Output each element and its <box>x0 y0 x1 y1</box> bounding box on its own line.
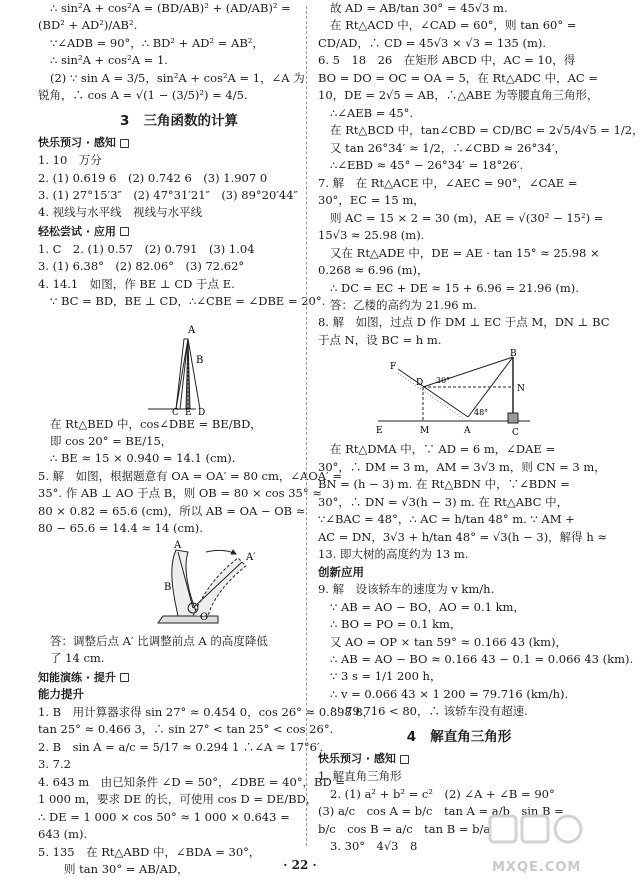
text-line: ∴ sin²A + cos²A = 1. <box>50 53 168 68</box>
text-line: tan 25° ≈ 0.466 3，∴ sin 27° < tan 25° < cos 26°. <box>38 722 334 737</box>
text-line: 6. 5 18 26 在矩形 ABCD 中，AC = 10，得 <box>318 53 576 68</box>
text-line: 1 000 m，要求 DE 的长，可使用 cos D = DE/BD， <box>38 792 318 807</box>
fig2-label: A <box>174 539 182 551</box>
section-title-text: 三角函数的计算 <box>143 112 238 129</box>
text-line: ∵∠BAC = 48°，∴ AC = h/tan 48° m. ∵ AM + <box>318 512 575 527</box>
text-line: 10，DE = 2√5 = AB，∴△ABE 为等腰直角三角形， <box>318 88 599 103</box>
text-line: ∵ 79.716 < 80，∴ 该轿车没有超速. <box>330 704 528 719</box>
text-line: 7. 解 在 Rt△ACE 中，∠AEC = 90°，∠CAE = <box>318 175 578 190</box>
fig1-label: C <box>172 407 179 418</box>
text-line: BO = DO = OC = OA = 5，在 Rt△ADC 中，AC = <box>318 70 598 85</box>
square-icon <box>120 673 129 682</box>
fig3-label: N <box>517 384 525 395</box>
text-line: 80 − 65.6 = 14.4 ≈ 14 (cm). <box>38 521 203 536</box>
fig3-label: B <box>510 349 517 360</box>
text-line: 8. 解 如图，过点 D 作 DM ⊥ EC 于点 M，DN ⊥ BC <box>318 315 610 330</box>
text-line: 答：调整后点 A′ 比调整前点 A 的高度降低 <box>50 633 268 648</box>
text-line: 4. 视线与水平线 视线与水平线 <box>38 205 203 220</box>
text-line: 3. (1) 6.38° (2) 82.06° (3) 72.62° <box>38 259 245 274</box>
figure-seat-adjust <box>38 538 320 633</box>
text-line: 5. 解 如图，根据题意有 OA = OA′ = 80 cm，∠AOA′ = <box>38 468 342 483</box>
column-divider <box>306 6 307 846</box>
text-line: (3) a/c cos A = b/c tan A = a/b sin B = <box>318 804 564 819</box>
text-line: 2. (1) a² + b² = c² (2) ∠A + ∠B = 90° <box>330 786 555 801</box>
section-number: 3 <box>120 112 130 129</box>
text-line: 即 cos 20° = BE/15， <box>50 433 173 448</box>
text-line: 1. C 2. (1) 0.57 (2) 0.791 (3) 1.04 <box>38 241 255 256</box>
text-line: BN = (h − 3) m. 在 Rt△BDN 中，∵∠BDN = <box>318 477 570 492</box>
text-line: CD/AD，∴ CD = 45√3 × √3 = 135 (m). <box>318 35 546 50</box>
text-line: (BD² + AD²)/AB². <box>38 18 138 33</box>
text-line: 30°，∴ DM = 3 m，AM = 3√3 m，则 CN = 3 m， <box>318 459 606 474</box>
text-line: 15√3 ≈ 25.98 (m). <box>318 228 425 243</box>
square-icon <box>120 139 129 148</box>
subsection-bar <box>38 670 320 687</box>
text-line: 3. (1) 27°15′3″ (2) 47°31′21″ (3) 89°20′44″ <box>38 187 298 202</box>
text-line: 又 AO = OP × tan 59° ≈ 0.166 43 (km)， <box>330 634 568 649</box>
text-line: 1. B 用计算器求得 sin 27° ≈ 0.454 0，cos 26° ≈ 0.898 8， <box>38 704 375 719</box>
text-line: 2. B sin A = a/c = 5/17 ≈ 0.294 1 ∴∠A ≈ 17°6′. <box>38 739 324 754</box>
fig3-label: M <box>420 426 430 437</box>
text-line: ∴ BE ≈ 15 × 0.940 = 14.1 (cm). <box>50 451 236 466</box>
page-number: · 22 · <box>283 858 317 872</box>
fig1-label: B <box>196 354 204 366</box>
square-icon <box>120 227 129 236</box>
text-line: 答：乙楼的高约为 21.96 m. <box>330 297 477 312</box>
subsection-bar <box>318 751 600 768</box>
text-line: 13. 即大树的高度约为 13 m. <box>318 547 469 562</box>
text-line: 643 (m). <box>38 827 88 842</box>
subsection-label: 知能演练 · 提升 <box>38 670 116 684</box>
text-line: 在 Rt△ACD 中，∠CAD = 60°，则 tan 60° = <box>330 18 577 33</box>
subsection-label: 轻松尝试 · 应用 <box>38 224 116 238</box>
text-line: 了 14 cm. <box>50 651 105 666</box>
text-line: ∴ BO = PO = 0.1 km， <box>330 617 462 632</box>
fig3-label: F <box>390 362 397 373</box>
fig3-label: C <box>512 428 519 439</box>
text-line: ∴∠EBD ≈ 45° − 26°34′ = 18°26′. <box>330 158 524 173</box>
text-line: 锐角，∴ cos A = √(1 − (3/5)²) = 4/5. <box>38 88 248 103</box>
text-line: 3. 7.2 <box>38 757 71 772</box>
section-title <box>318 727 600 748</box>
text-line: 在 Rt△BED 中，cos∠DBE = BE/BD， <box>50 416 262 431</box>
text-line: 创新应用 <box>318 564 364 579</box>
section-title <box>38 111 320 132</box>
text-line: (2) ∵ sin A = 3/5，sin²A + cos²A = 1，∠A 为 <box>50 70 305 85</box>
fig3-label: 30° <box>436 376 451 386</box>
subsection-bar <box>38 135 320 152</box>
fig1-label: D <box>198 407 206 418</box>
right-column <box>318 0 644 853</box>
section-number: 4 <box>406 728 417 745</box>
fig3-label: E <box>376 426 383 437</box>
text-line: 能力提升 <box>38 687 84 702</box>
text-line: 0.268 ≈ 6.96 (m)， <box>318 263 429 278</box>
text-line: ∴ AB = AO − BO ≈ 0.166 43 − 0.1 = 0.066 43 (km). <box>330 652 634 666</box>
text-line: ∴ sin²A + cos²A = (BD/AB)² + (AD/AB)² = <box>50 1 291 15</box>
text-line: 35°. 作 AB ⊥ AO 于点 B，则 OB = 80 × cos 35° ≈ <box>38 486 322 501</box>
text-line: 5. 135 在 Rt△ABD 中，∠BDA = 30°， <box>38 844 261 859</box>
subsection-label: 快乐预习 · 感知 <box>318 752 396 766</box>
text-line: 30°，∴ DN = √3(h − 3) m. 在 Rt△ABC 中， <box>318 494 569 509</box>
text-line: ∴ v = 0.066 43 × 1 200 = 79.716 (km/h). <box>330 686 569 701</box>
text-line: 30°，EC = 15 m， <box>318 193 425 208</box>
text-line: 又 tan 26°34′ ≈ 1/2，∴∠CBD ≈ 26°34′， <box>330 140 566 155</box>
subsection-bar <box>38 224 320 241</box>
text-line: ∴∠AEB = 45°. <box>330 105 414 120</box>
text-line: 4. 14.1 如图，作 BE ⊥ CD 于点 E. <box>38 276 235 291</box>
text-line: ∵∠ADB = 90°，∴ BD² + AD² = AB²， <box>50 35 264 50</box>
text-line: 1. 10 万分 <box>38 153 102 168</box>
text-line: 1. 解直角三角形 <box>318 769 402 784</box>
text-line: ∵ AB = AO − BO，AO = 0.1 km， <box>330 599 525 614</box>
text-line: ∵ 3 s = 1/1 200 h， <box>330 669 442 684</box>
text-line: 9. 解 设该轿车的速度为 v km/h. <box>318 582 495 597</box>
figure-incline-ruler <box>38 311 320 416</box>
text-line: 在 Rt△DMA 中，∵ AD = 6 m，∠DAE = <box>330 442 556 457</box>
square-icon <box>400 755 409 764</box>
text-line: 4. 643 m 由已知条件 ∠D = 50°，∠DBE = 40°，BD = <box>38 774 345 789</box>
text-line: 在 Rt△BCD 中，tan∠CBD = CD/BC = 2√5/4√5 = 1/2， <box>330 123 644 138</box>
watermark-text: MXQE.COM <box>492 860 582 875</box>
fig2-label: B <box>164 581 172 593</box>
fig1-label: E <box>185 407 192 418</box>
text-line: ∵ BC = BD，BE ⊥ CD，∴∠CBE = ∠DBE = 20°. <box>50 294 326 309</box>
fig3-label: A <box>464 426 471 437</box>
text-line: ∴ DC = EC + DE ≈ 15 + 6.96 = 21.96 (m). <box>330 280 579 295</box>
text-line: 80 × 0.82 = 65.6 (cm)，所以 AB = OA − OB ≈ <box>38 503 306 518</box>
text-line: 2. (1) 0.619 6 (2) 0.742 6 (3) 1.907 0 <box>38 170 268 185</box>
text-line: 又在 Rt△ADE 中，DE = AE · tan 15° ≈ 25.98 × <box>330 245 600 260</box>
fig3-label: D <box>416 378 424 389</box>
text-line: ∴ DE = 1 000 × cos 50° ≈ 1 000 × 0.643 = <box>38 809 290 824</box>
figure-tree-slope <box>318 349 600 441</box>
text-line: 故 AD = AB/tan 30° = 45√3 m. <box>330 1 508 15</box>
fig3-label: 48° <box>474 408 489 418</box>
fig2-label: A′ <box>246 551 256 563</box>
text-line: 则 tan 30° = AB/AD， <box>64 862 189 877</box>
text-line: 3. 30° 4√3 8 <box>330 838 418 853</box>
text-line: AC = DN，3√3 + h/tan 48° = √3(h − 3)，解得 h ≈ <box>318 529 608 544</box>
text-line: 于点 N，设 BC = h m. <box>318 332 442 347</box>
text-line: 则 AC = 15 × 2 = 30 (m)，AE = √(30² − 15²) = <box>330 210 604 225</box>
section-title-text: 解直角三角形 <box>430 728 512 745</box>
subsection-label: 快乐预习 · 感知 <box>38 136 116 150</box>
text-line: b/c cos B = a/c tan B = b/a <box>318 821 491 836</box>
fig2-label: O <box>200 611 209 623</box>
fig1-label: A <box>188 324 196 336</box>
